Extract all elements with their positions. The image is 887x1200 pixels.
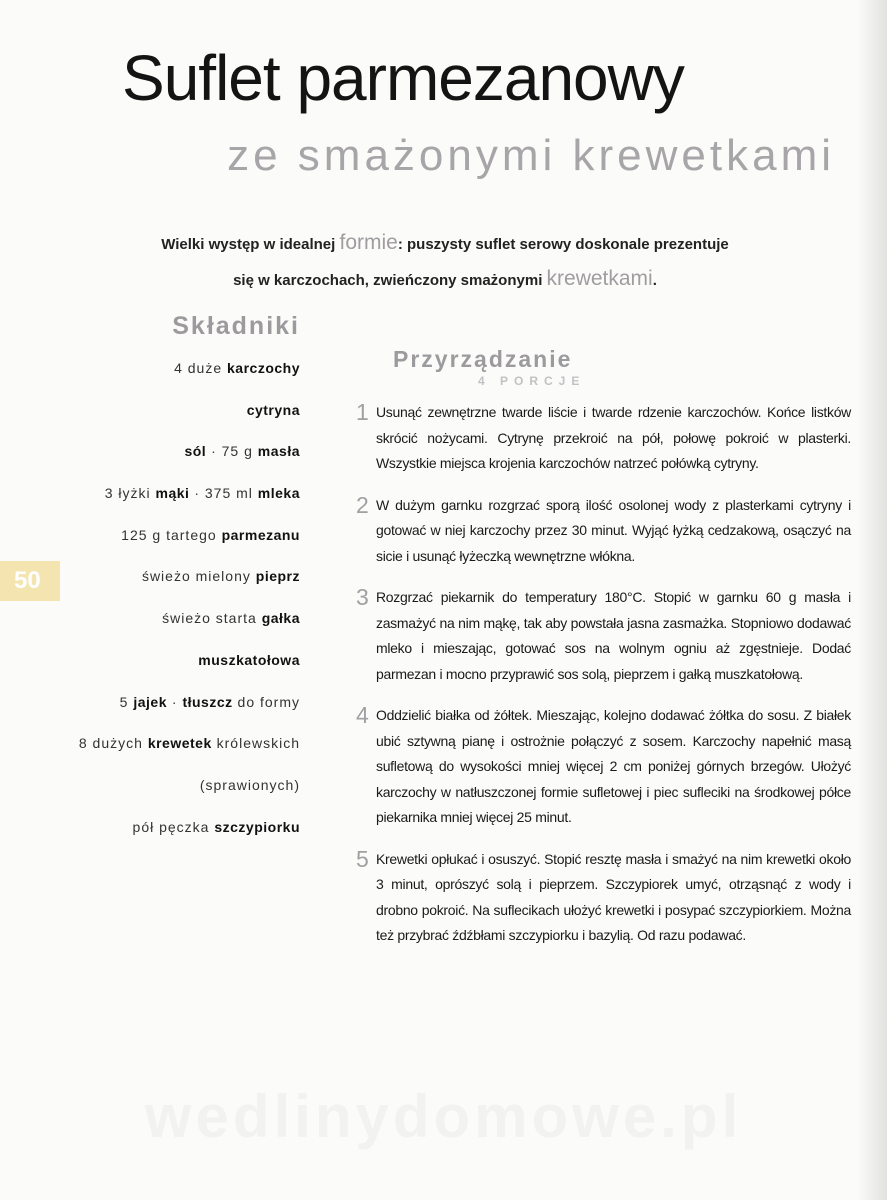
step-text: Oddzielić białka od żółtek. Mieszając, kolejno dodawać żółtka do sosu. Z białek ubić sztywną pianę i ostrożnie połączyć z sosem. Karczochy napełnić masą sufletową do wysokości mniej więcej 2 cm poniżej górnych brzegów. Ułożyć karczochy w natłuszczonej formie sufletowej i piec sufleciki na środkowej półce piekarnika mniej więcej 25 minut. <box>376 707 851 825</box>
ingredient-item <box>0 443 300 485</box>
ingredient-item <box>0 402 300 444</box>
ingredients-list <box>0 360 300 860</box>
ingredient-item <box>0 652 300 694</box>
ingredient-amount: 4 duże <box>174 360 228 376</box>
ingredient-name: gałka <box>261 610 300 627</box>
ingredient-item <box>0 485 300 527</box>
recipe-intro <box>80 226 810 298</box>
page-number: 50 <box>14 567 41 594</box>
ingredient-name: mleka <box>257 485 300 502</box>
recipe-subtitle: ze smażonymi krewetkami <box>227 131 835 180</box>
ingredient-amount: · 375 ml <box>189 485 258 502</box>
ingredient-amount: świeżo starta <box>162 610 262 627</box>
ingredient-name: masła <box>257 443 300 460</box>
ingredient-name: muszkatołowa <box>198 651 300 668</box>
ingredient-amount: · 75 g <box>206 443 258 460</box>
step-number: 1 <box>356 399 369 425</box>
step-text: W dużym garnku rozgrzać sporą ilość osolonej wody z plasterkami cytryny i gotować w niej karczochy przez 30 minut. Wyjąć łyżką cedzakową, osączyć na sicie i usunąć łyżeczką wewnętrzne włókna. <box>376 496 851 564</box>
ingredient-item <box>0 694 300 736</box>
ingredient-name: krewetek <box>147 735 212 752</box>
preparation-heading: Przyrządzanie <box>393 346 573 372</box>
ingredient-name: szczypiorku <box>214 818 300 835</box>
step-item <box>356 585 851 687</box>
ingredient-name: jajek <box>133 693 167 710</box>
intro-text: Wielki występ w idealnej <box>161 236 340 253</box>
ingredient-name: sól <box>184 443 207 460</box>
ingredient-amount: świeżo mielony <box>141 568 256 585</box>
ingredient-amount: królewskich <box>211 735 300 752</box>
step-number: 5 <box>356 845 369 872</box>
intro-text: . <box>652 272 657 289</box>
step-item <box>356 400 851 477</box>
ingredients-heading: Składniki <box>172 312 300 340</box>
ingredient-name: tłuszcz <box>182 693 233 710</box>
ingredient-item <box>0 777 300 819</box>
watermark: wedlinydomowe.pl <box>144 1083 743 1150</box>
ingredient-amount: 3 łyżki <box>104 485 156 502</box>
step-text: Krewetki opłukać i osuszyć. Stopić resztę masła i smażyć na nim krewetki około 3 minut, oprószyć solą i pieprzem. Szczypiorek umyć, otrząsnąć z wody i drobno pokroić. Na suflecikach ułożyć krewetki i posypać szczypiorkiem. Można też przybrać źdźbłami szczypiorku i bazylią. Od razu podawać. <box>376 850 851 943</box>
step-number: 3 <box>356 584 369 610</box>
servings-label: 4 PORCJE <box>478 374 586 388</box>
ingredient-name: parmezanu <box>221 526 300 543</box>
step-text: Rozgrzać piekarnik do temperatury 180°C. Stopić w garnku 60 g masła i zasmażyć na nim mąkę, tak aby powstała jasna zasmażka. Stopniowo dodawać mleko i mieszając, gotować sos na wolnym ogniu aż zgęstnieje. Dodać parmezan i mocno przyprawić sos solą, pieprzem i gałką muszkatołową. <box>376 589 851 682</box>
ingredient-amount: · <box>167 693 183 710</box>
steps-list <box>356 400 851 949</box>
ingredient-amount: 125 g tartego <box>121 526 222 543</box>
ingredient-name: cytryna <box>246 401 300 418</box>
ingredient-amount: pół pęczka <box>132 818 215 835</box>
step-number: 4 <box>356 702 369 728</box>
ingredient-item <box>0 819 300 861</box>
recipe-title: Suflet parmezanowy <box>122 42 684 114</box>
ingredient-item <box>0 610 300 652</box>
ingredient-name: pieprz <box>255 568 300 585</box>
intro-accent-word: krewetkami <box>546 267 653 290</box>
intro-text: się w karczochach, zwieńczony smażonymi <box>233 272 547 289</box>
ingredient-name: karczochy <box>227 360 300 376</box>
ingredient-item <box>0 360 300 402</box>
ingredient-item <box>0 735 300 777</box>
step-text: Usunąć zewnętrzne twarde liście i twarde rdzenie karczochów. Końce listków skrócić nożycami. Cytrynę przekroić na pół, połowę pokroić w plasterki. Wszystkie miejsca krojenia karczochów natrzeć połówką cytryny. <box>376 404 851 471</box>
intro-accent-word: formie <box>339 231 398 254</box>
step-item <box>356 703 851 831</box>
intro-text: : puszysty suflet serowy doskonale prezentuje <box>397 236 729 253</box>
page-edge-shadow <box>857 0 887 1200</box>
page-number-tab <box>0 561 60 601</box>
step-item <box>356 847 851 949</box>
ingredient-name: mąki <box>155 485 190 502</box>
ingredient-amount: 5 <box>119 693 134 710</box>
ingredient-amount: 8 dużych <box>78 735 148 752</box>
ingredient-amount: (sprawionych) <box>199 776 300 793</box>
ingredient-amount: do formy <box>232 693 300 710</box>
step-number: 2 <box>356 491 369 518</box>
step-item <box>356 493 851 570</box>
